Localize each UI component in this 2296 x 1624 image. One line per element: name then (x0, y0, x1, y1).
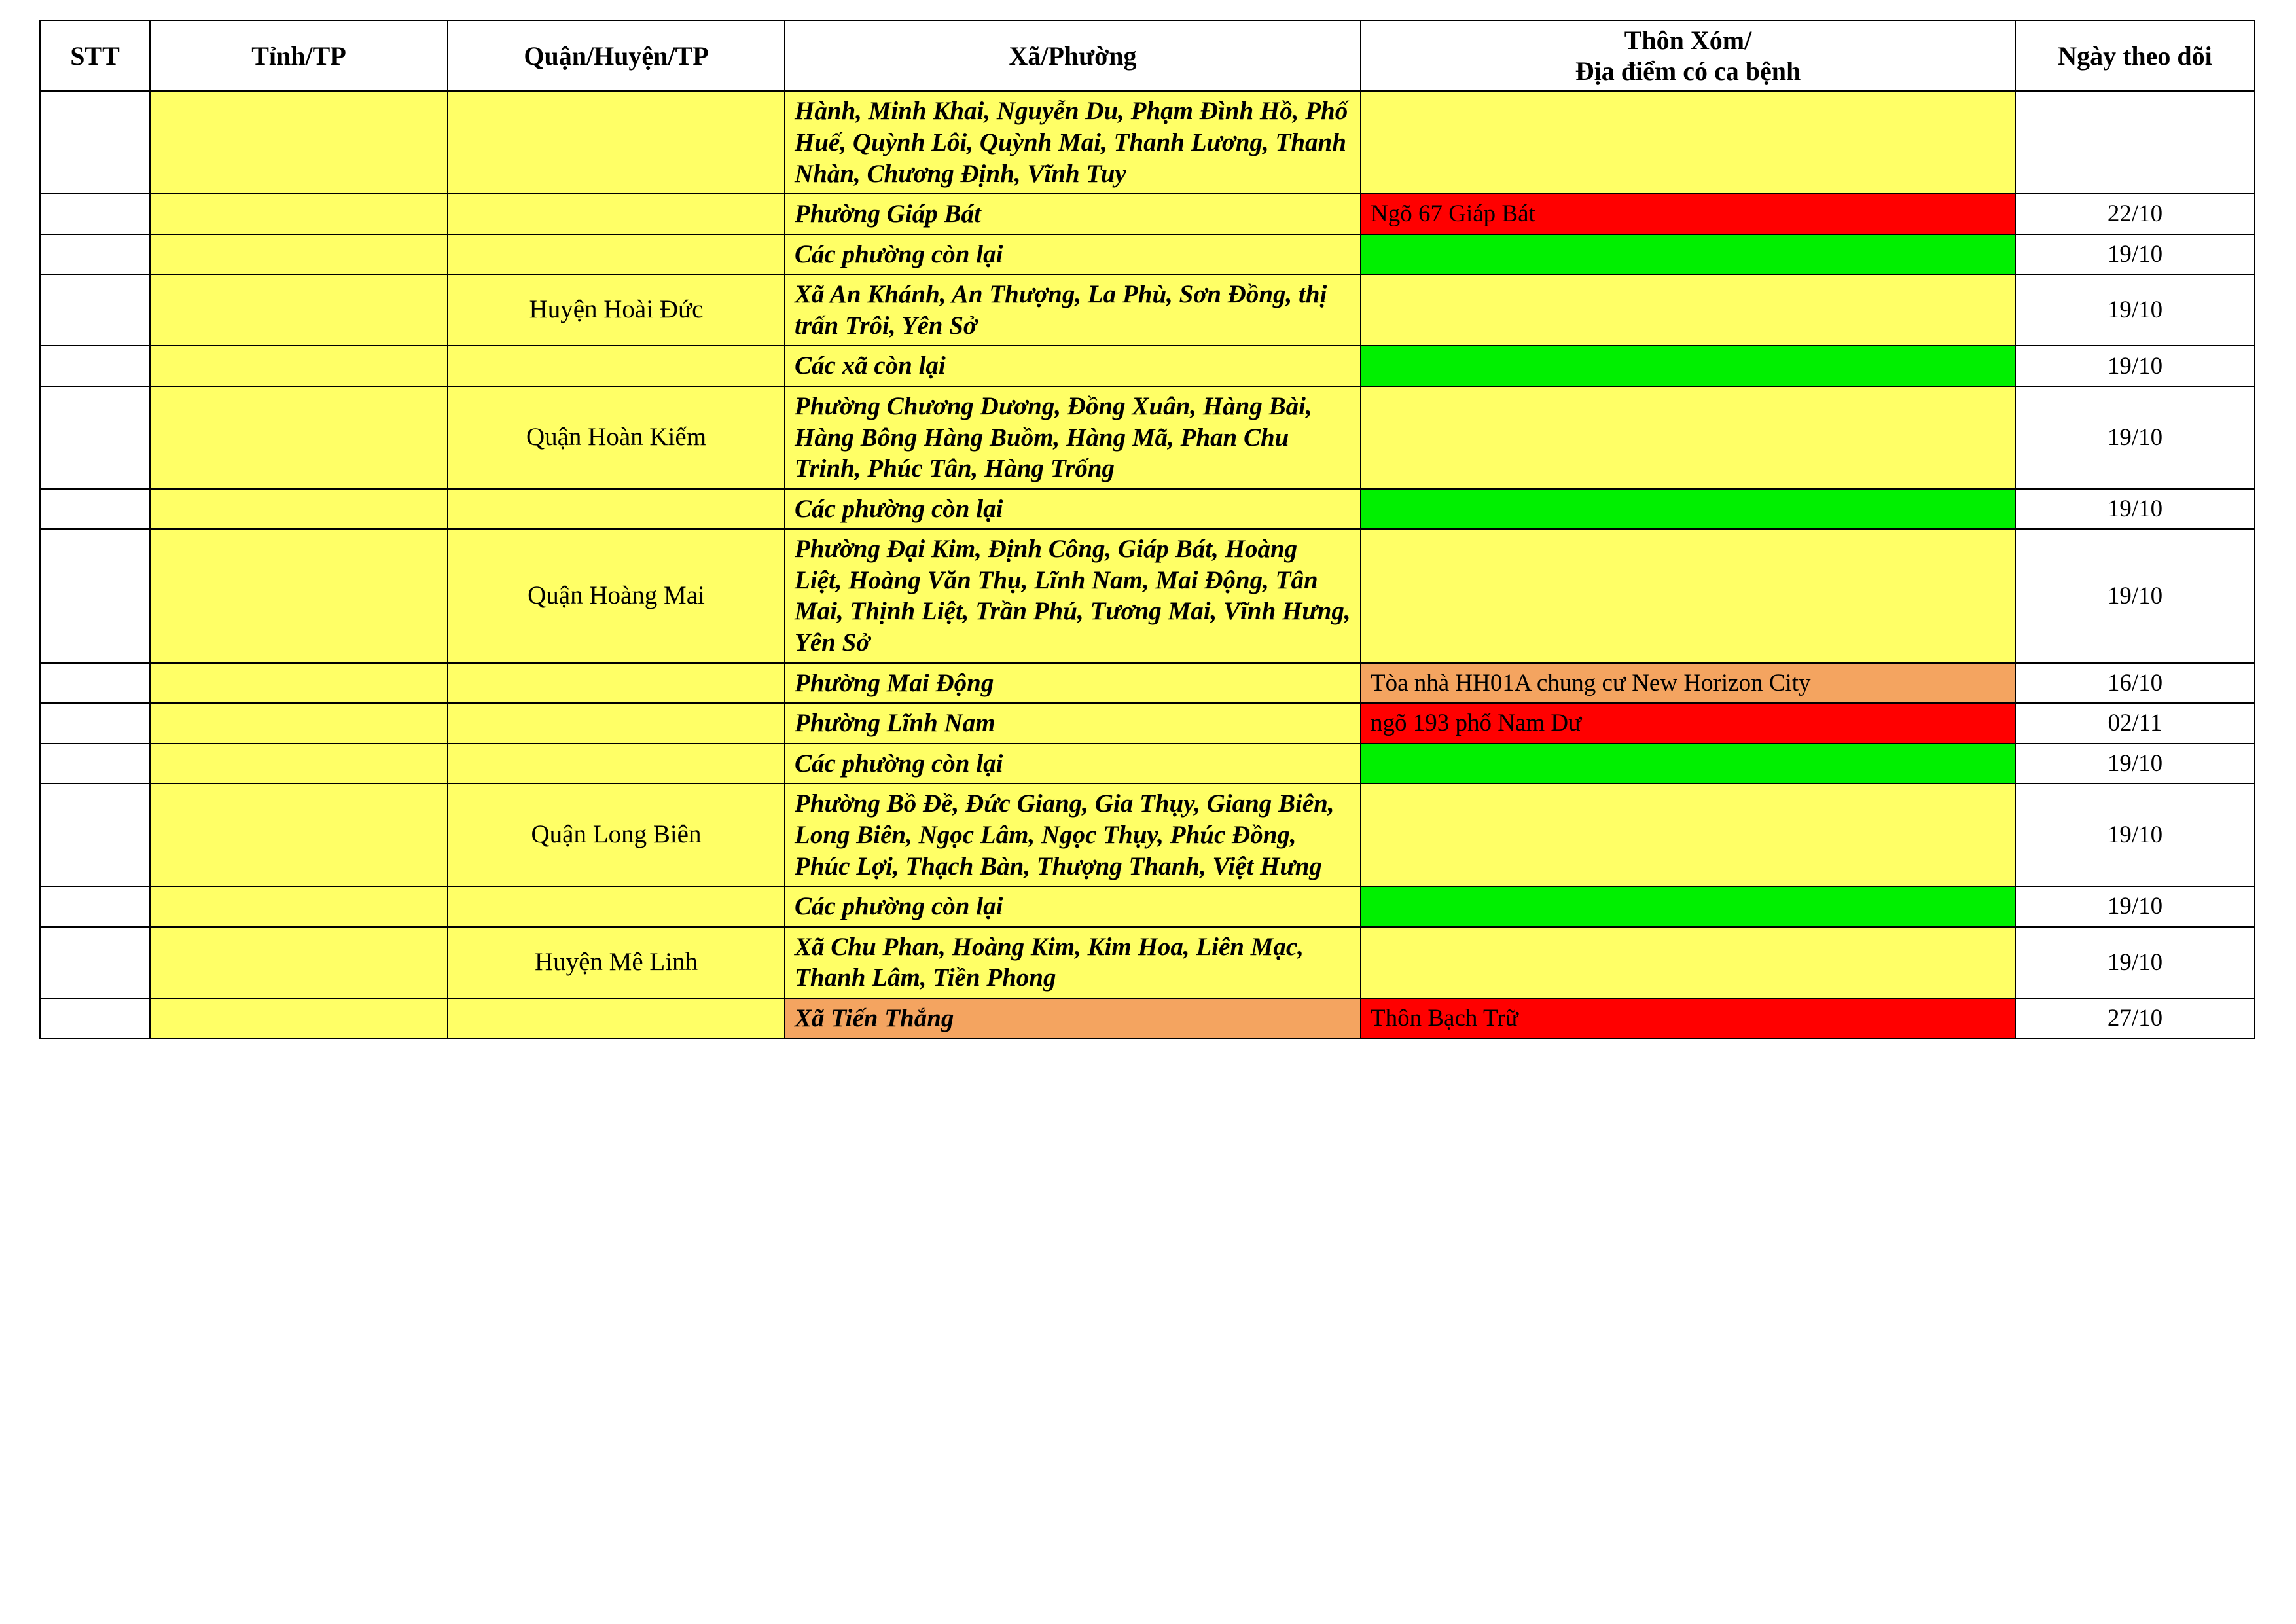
cell-ward: Các phường còn lại (785, 489, 1361, 530)
cell-district: Huyện Hoài Đức (448, 274, 785, 346)
column-header-date: Ngày theo dõi (2015, 20, 2255, 91)
cell-ward: Các xã còn lại (785, 346, 1361, 386)
table-row (40, 744, 2255, 784)
cell-district (448, 346, 785, 386)
cell-province (150, 386, 448, 489)
cell-stt (40, 194, 150, 234)
cell-village (1361, 274, 2015, 346)
cell-stt (40, 386, 150, 489)
cell-date: 02/11 (2015, 703, 2255, 744)
column-header-stt: STT (40, 20, 150, 91)
cell-village (1361, 234, 2015, 275)
cell-province (150, 927, 448, 998)
table-row (40, 703, 2255, 744)
cell-ward: Xã An Khánh, An Thượng, La Phù, Sơn Đồng, thị trấn Trôi, Yên Sở (785, 274, 1361, 346)
column-header-village (1361, 20, 2015, 91)
cell-district: Quận Hoàng Mai (448, 529, 785, 662)
cell-ward: Phường Bồ Đề, Đức Giang, Gia Thụy, Giang Biên, Long Biên, Ngọc Lâm, Ngọc Thụy, Phúc Đồng, Phúc Lợi, Thạch Bàn, Thượng Thanh, Việt Hưng (785, 784, 1361, 886)
cell-province (150, 663, 448, 704)
cell-date (2015, 91, 2255, 194)
cell-date: 27/10 (2015, 998, 2255, 1039)
cell-ward: Hành, Minh Khai, Nguyễn Du, Phạm Đình Hồ, Phố Huế, Quỳnh Lôi, Quỳnh Mai, Thanh Lương, Thanh Nhàn, Chương Định, Vĩnh Tuy (785, 91, 1361, 194)
cell-province (150, 91, 448, 194)
cell-date: 19/10 (2015, 386, 2255, 489)
cell-stt (40, 274, 150, 346)
cell-village (1361, 346, 2015, 386)
header-row (40, 20, 2255, 91)
cell-village (1361, 886, 2015, 927)
cell-village (1361, 744, 2015, 784)
cell-district (448, 703, 785, 744)
cell-district: Quận Hoàn Kiếm (448, 386, 785, 489)
column-header-village-line2: Địa điểm có ca bệnh (1575, 56, 1801, 86)
cell-ward: Phường Đại Kim, Định Công, Giáp Bát, Hoàng Liệt, Hoàng Văn Thụ, Lĩnh Nam, Mai Động, Tân Mai, Thịnh Liệt, Trần Phú, Tương Mai, Vĩnh Hưng, Yên Sở (785, 529, 1361, 662)
cell-stt (40, 744, 150, 784)
cell-date: 19/10 (2015, 529, 2255, 662)
cell-date: 19/10 (2015, 744, 2255, 784)
cell-village (1361, 529, 2015, 662)
cell-district (448, 998, 785, 1039)
table-row (40, 998, 2255, 1039)
cell-village: Tòa nhà HH01A chung cư New Horizon City (1361, 663, 2015, 704)
cell-stt (40, 784, 150, 886)
cell-date: 19/10 (2015, 234, 2255, 275)
table-row (40, 529, 2255, 662)
cell-district (448, 886, 785, 927)
cell-ward: Phường Mai Động (785, 663, 1361, 704)
cell-stt (40, 346, 150, 386)
table-row (40, 663, 2255, 704)
table-row (40, 346, 2255, 386)
cell-province (150, 998, 448, 1039)
cell-province (150, 529, 448, 662)
cell-date: 19/10 (2015, 346, 2255, 386)
column-header-village-line1: Thôn Xóm/ (1624, 26, 1752, 55)
cell-date: 19/10 (2015, 489, 2255, 530)
cell-ward: Xã Tiến Thắng (785, 998, 1361, 1039)
cell-stt (40, 234, 150, 275)
column-header-ward: Xã/Phường (785, 20, 1361, 91)
cell-date: 22/10 (2015, 194, 2255, 234)
cell-stt (40, 886, 150, 927)
cell-ward: Phường Chương Dương, Đồng Xuân, Hàng Bài, Hàng Bông Hàng Buồm, Hàng Mã, Phan Chu Trinh, Phúc Tân, Hàng Trống (785, 386, 1361, 489)
cell-date: 19/10 (2015, 784, 2255, 886)
table-row (40, 91, 2255, 194)
cell-province (150, 194, 448, 234)
cell-ward: Các phường còn lại (785, 886, 1361, 927)
cell-village (1361, 91, 2015, 194)
cell-stt (40, 91, 150, 194)
cell-stt (40, 927, 150, 998)
cell-stt (40, 489, 150, 530)
cell-village (1361, 927, 2015, 998)
cell-district (448, 489, 785, 530)
column-header-district: Quận/Huyện/TP (448, 20, 785, 91)
cell-ward: Phường Giáp Bát (785, 194, 1361, 234)
table-body (40, 91, 2255, 1038)
cell-stt (40, 998, 150, 1039)
table-row (40, 234, 2255, 275)
cell-district (448, 663, 785, 704)
cell-stt (40, 529, 150, 662)
cell-date: 19/10 (2015, 886, 2255, 927)
cell-stt (40, 703, 150, 744)
table-header (40, 20, 2255, 91)
cell-date: 19/10 (2015, 274, 2255, 346)
cell-village (1361, 386, 2015, 489)
table-row (40, 886, 2255, 927)
table-row (40, 194, 2255, 234)
table-row (40, 489, 2255, 530)
cell-province (150, 784, 448, 886)
cell-date: 19/10 (2015, 927, 2255, 998)
column-header-province: Tỉnh/TP (150, 20, 448, 91)
cell-village: Thôn Bạch Trữ (1361, 998, 2015, 1039)
table-row (40, 784, 2255, 886)
cell-village (1361, 784, 2015, 886)
cell-province (150, 703, 448, 744)
table-row (40, 274, 2255, 346)
cell-district (448, 91, 785, 194)
cell-ward: Các phường còn lại (785, 234, 1361, 275)
cell-village: ngõ 193 phố Nam Dư (1361, 703, 2015, 744)
cell-province (150, 234, 448, 275)
cell-district: Quận Long Biên (448, 784, 785, 886)
cell-ward: Phường Lĩnh Nam (785, 703, 1361, 744)
cell-district (448, 744, 785, 784)
table-row (40, 927, 2255, 998)
cell-province (150, 346, 448, 386)
cell-ward: Các phường còn lại (785, 744, 1361, 784)
cell-district: Huyện Mê Linh (448, 927, 785, 998)
cell-district (448, 234, 785, 275)
covid-monitoring-table (39, 20, 2255, 1039)
cell-stt (40, 663, 150, 704)
cell-village (1361, 489, 2015, 530)
cell-date: 16/10 (2015, 663, 2255, 704)
cell-village: Ngõ 67 Giáp Bát (1361, 194, 2015, 234)
cell-province (150, 489, 448, 530)
cell-district (448, 194, 785, 234)
table-row (40, 386, 2255, 489)
cell-province (150, 886, 448, 927)
cell-province (150, 274, 448, 346)
cell-ward: Xã Chu Phan, Hoàng Kim, Kim Hoa, Liên Mạc, Thanh Lâm, Tiền Phong (785, 927, 1361, 998)
cell-province (150, 744, 448, 784)
